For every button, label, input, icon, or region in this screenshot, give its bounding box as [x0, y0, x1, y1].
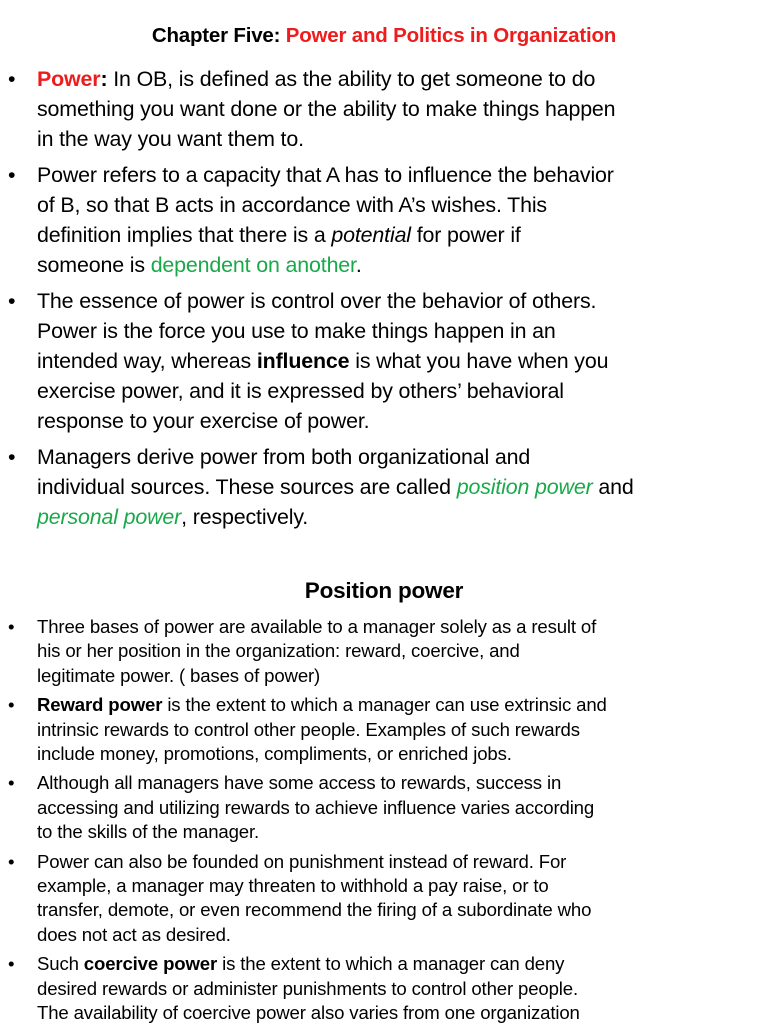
term-colon: : [100, 67, 108, 91]
bullet-line: Although all managers have some access to rewards, success in [37, 772, 562, 794]
term-dependent: dependent on another [150, 253, 356, 277]
bullet-line: Power is the force you use to make things happen in an [37, 319, 556, 343]
bullet-line [37, 952, 768, 976]
bullet-coercive-power [0, 952, 768, 1024]
term-power: Power [37, 67, 101, 91]
bullet-line [37, 472, 768, 502]
chapter-prefix: Chapter Five: [151, 24, 286, 47]
bullet-line: response to your exercise of power. [37, 409, 370, 433]
bullet-line: to the skills of the manager. [37, 821, 259, 843]
position-bullet-list [0, 615, 768, 1024]
bullet-icon: • [8, 445, 16, 469]
bullet-text: someone is [37, 253, 151, 277]
term-reward-power: Reward power [37, 694, 163, 716]
bullet-line: include money, promotions, compliments, or enriched jobs. [37, 743, 512, 765]
bullet-icon: • [8, 163, 16, 187]
bullet-text: and [592, 475, 634, 499]
bullet-reward-power [0, 693, 768, 766]
chapter-title [0, 24, 768, 48]
bullet-reward-access [0, 771, 768, 844]
bullet-line [37, 250, 768, 280]
bullet-text: . [355, 253, 362, 277]
bullet-power-sources [0, 442, 768, 532]
bullet-line: transfer, demote, or even recommend the firing of a subordinate who [37, 899, 592, 921]
bullet-text: is the extent to which a manager can deny [217, 953, 565, 975]
term-coercive-power: coercive power [83, 953, 218, 975]
section-title: Position power [304, 578, 464, 603]
bullet-line: The availability of coercive power also varies from one organization [37, 1002, 580, 1024]
intro-bullet-list [0, 64, 768, 538]
bullet-text: for power if [410, 223, 521, 247]
bullet-icon: • [8, 850, 15, 872]
bullet-text: Such [37, 953, 84, 975]
bullet-line [37, 220, 768, 250]
chapter-name: Power and Politics in Organization [285, 24, 617, 47]
bullet-essence-of-power [0, 286, 768, 436]
bullet-line: legitimate power. ( bases of power) [37, 664, 321, 686]
bullet-line [37, 346, 768, 376]
bullet-line [37, 502, 768, 532]
bullet-three-bases [0, 615, 768, 688]
bullet-icon: • [8, 694, 15, 716]
bullet-line: Power can also be founded on punishment instead of reward. For [37, 850, 567, 872]
bullet-power-definition [0, 64, 768, 154]
bullet-line: something you want done or the ability to make things happen [37, 97, 616, 121]
bullet-line: Three bases of power are available to a manager solely as a result of [37, 616, 597, 637]
term-position-power: position power [456, 475, 593, 499]
bullet-text: is the extent to which a manager can use extrinsic and [162, 694, 607, 716]
bullet-line [37, 64, 768, 94]
bullet-line: his or her position in the organization: reward, coercive, and [37, 640, 520, 662]
term-personal-power: personal power [37, 505, 182, 529]
bullet-icon: • [8, 289, 16, 313]
term-potential: potential [331, 223, 411, 247]
bullet-line: The essence of power is control over the behavior of others. [37, 289, 597, 313]
bullet-text: intended way, whereas [37, 349, 257, 373]
bullet-punishment [0, 850, 768, 948]
bullet-text: In OB, is defined as the ability to get someone to do [107, 67, 596, 91]
bullet-line: example, a manager may threaten to withhold a pay raise, or to [37, 875, 549, 897]
bullet-text: , respectively. [181, 505, 309, 529]
bullet-text: is what you have when you [349, 349, 609, 373]
bullet-icon: • [8, 67, 16, 91]
bullet-line: Power refers to a capacity that A has to influence the behavior [37, 163, 614, 187]
bullet-icon: • [8, 616, 15, 637]
bullet-line: does not act as desired. [37, 923, 231, 945]
bullet-line: accessing and utilizing rewards to achieve influence varies according [37, 796, 595, 818]
bullet-icon: • [8, 953, 15, 975]
bullet-line: Managers derive power from both organizational and [37, 445, 531, 469]
term-influence: influence [256, 349, 350, 373]
bullet-line: of B, so that B acts in accordance with A’s wishes. This [37, 193, 547, 217]
bullet-text: definition implies that there is a [37, 223, 332, 247]
bullet-line: in the way you want them to. [37, 127, 304, 151]
bullet-text: individual sources. These sources are called [37, 475, 457, 499]
bullet-line: intrinsic rewards to control other people. Examples of such rewards [37, 718, 580, 740]
bullet-line: desired rewards or administer punishments to control other people. [37, 977, 578, 999]
bullet-power-capacity [0, 160, 768, 280]
bullet-line: exercise power, and it is expressed by others’ behavioral [37, 379, 564, 403]
bullet-line [37, 693, 768, 717]
bullet-icon: • [8, 772, 15, 794]
